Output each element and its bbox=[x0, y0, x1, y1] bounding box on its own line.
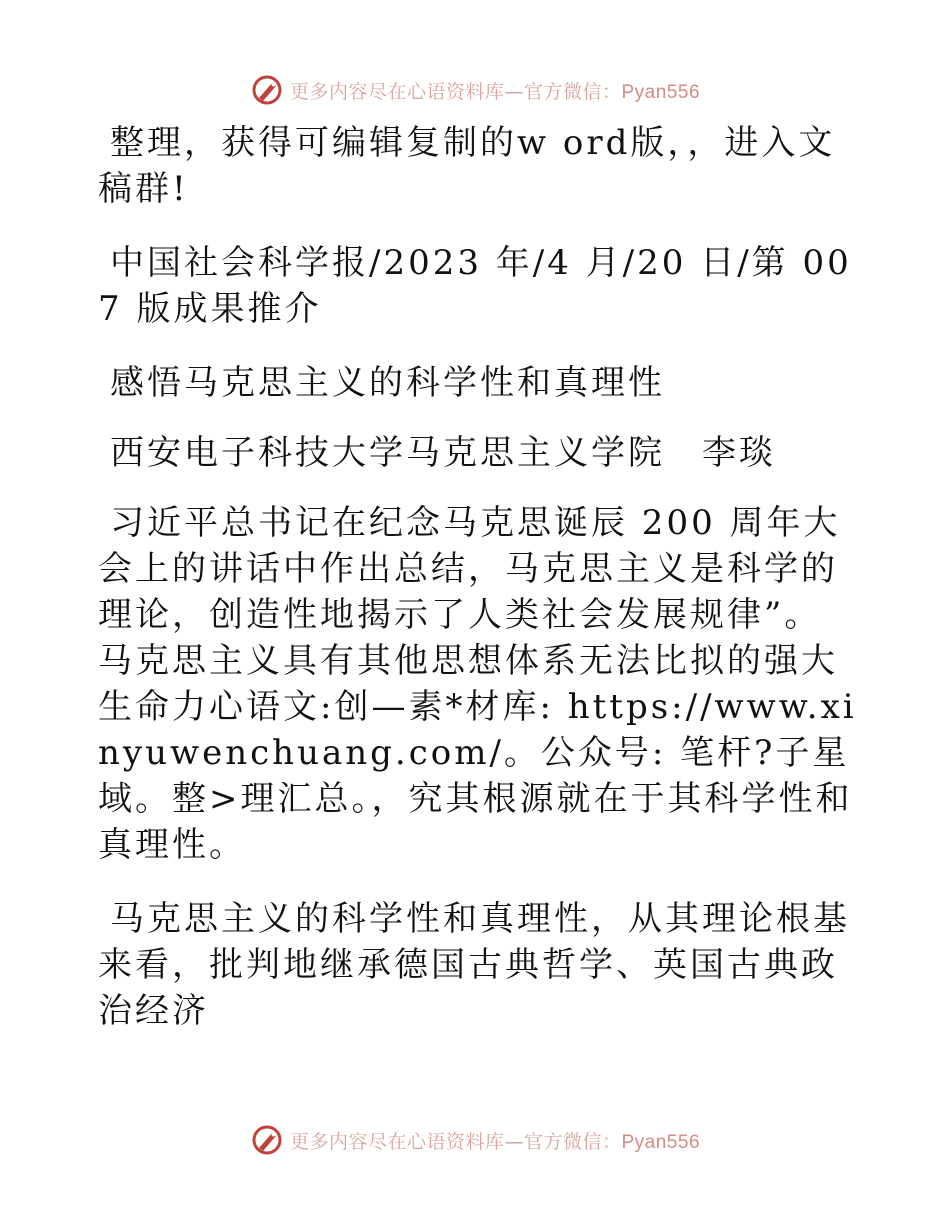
watermark-text bbox=[290, 77, 700, 104]
footer-watermark bbox=[0, 1120, 950, 1160]
watermark-label: 官方微信： bbox=[523, 1130, 622, 1153]
watermark-main: 更多内容尽在心语资料库 bbox=[289, 80, 505, 103]
watermark-wechat-id: Pyan556 bbox=[621, 81, 701, 103]
watermark-text bbox=[290, 1127, 700, 1154]
pen-logo-icon bbox=[250, 73, 284, 107]
document-body bbox=[98, 120, 858, 1062]
watermark-dash: — bbox=[504, 1130, 524, 1153]
paragraph-body-2: 马克思主义的科学性和真理性，从其理论根基来看，批判地继承德国古典哲学、英国古典政治经济 bbox=[98, 899, 850, 1031]
header-watermark bbox=[0, 70, 950, 110]
article-title: 感悟马克思主义的科学性和真理性 bbox=[110, 363, 665, 403]
paragraph-intro: 整理，获得可编辑复制的w ord版，，进入文稿群! bbox=[98, 123, 836, 209]
paragraph-body-1: 习近平总书记在纪念马克思诞辰 200 周年大会上的讲话中作出总结，马克思主义是科学的理论，创造性地揭示了人类社会发展规律”。马克思主义具有其他思想体系无法比拟的强大生命力心语文:创—素*材库: https://www.xinyuwenchuang.com/。公众号: 笔杆?子星域。整>理汇总。，究其根源就在于其科学性和真理性。 bbox=[98, 503, 857, 865]
watermark-wechat-id: Pyan556 bbox=[621, 1131, 701, 1153]
watermark-dash: — bbox=[504, 80, 524, 103]
article-author: 西安电子科技大学马克思主义学院 李琰 bbox=[110, 433, 776, 473]
watermark-main: 更多内容尽在心语资料库 bbox=[289, 1130, 505, 1153]
paragraph-source: 中国社会科学报/2023 年/4 月/20 日/第 007 版成果推介 bbox=[98, 243, 852, 329]
watermark-label: 官方微信： bbox=[523, 80, 622, 103]
pen-logo-icon bbox=[250, 1123, 284, 1157]
